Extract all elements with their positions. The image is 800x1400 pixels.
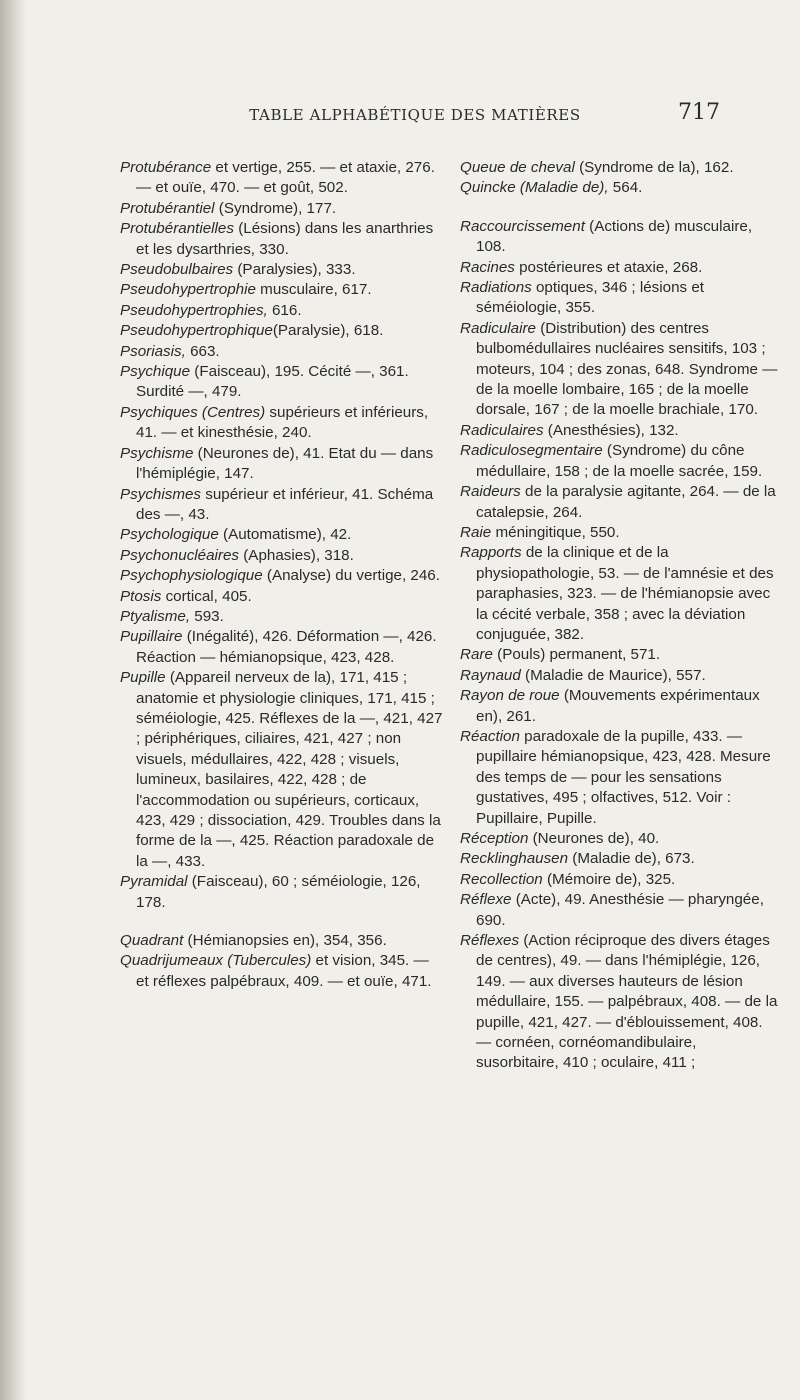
- index-term: Pseudohypertrophique: [120, 322, 273, 340]
- index-entry: [120, 260, 445, 280]
- index-entry: [120, 321, 445, 341]
- index-entry: [460, 178, 778, 198]
- index-references: (Hémianopsies en), 354, 356.: [183, 932, 387, 950]
- index-entry: [120, 280, 445, 300]
- index-term: Pseudohypertrophies,: [120, 301, 268, 319]
- index-references: postérieures et ataxie, 268.: [514, 258, 703, 276]
- index-references: (Neurones de), 40.: [528, 830, 660, 847]
- page-header: [110, 100, 720, 140]
- index-term: Psychophysiologique: [120, 567, 263, 585]
- index-references: (Syndrome de la), 162.: [574, 159, 734, 176]
- index-entry: [460, 482, 778, 523]
- index-term: Quadrant: [120, 932, 184, 950]
- index-term: Psychisme: [120, 444, 194, 462]
- index-term: Radiculaires: [460, 421, 544, 439]
- index-term: Psychique: [120, 363, 191, 381]
- index-references: (Pouls) permanent, 571.: [492, 646, 661, 664]
- index-entry: [120, 668, 445, 872]
- index-entry: [460, 278, 778, 319]
- index-entry: [460, 441, 778, 482]
- index-references: (Anesthésies), 132.: [543, 421, 679, 439]
- index-entry: [460, 421, 778, 441]
- index-references: (Paralysie), 618.: [272, 322, 384, 340]
- index-references: (Aphasies), 318.: [239, 546, 354, 564]
- index-entry: [120, 403, 445, 444]
- index-term: Ptosis: [120, 587, 162, 605]
- index-references: musculaire, 617.: [255, 281, 372, 299]
- index-references: (Faisceau), 195. Cécité —, 361. Surdité —, 479.: [136, 363, 409, 401]
- index-term: Recollection: [460, 870, 543, 888]
- index-references: (Syndrome) du cône médullaire, 158 ; de la moelle sacrée, 159.: [476, 442, 763, 480]
- index-term: Protubérantiel: [120, 199, 215, 217]
- index-references: méningitique, 550.: [491, 523, 620, 541]
- index-entry: [460, 319, 778, 421]
- page-spine-shadow: [0, 0, 26, 1400]
- index-references: (Maladie de Maurice), 557.: [520, 666, 706, 684]
- index-term: Réflexes: [460, 932, 520, 950]
- index-entry: [460, 158, 778, 178]
- index-term: Pupille: [120, 669, 166, 687]
- index-term: Recklinghausen: [460, 850, 569, 868]
- index-entry: [460, 870, 778, 890]
- index-entry: [120, 525, 445, 545]
- index-references: cortical, 405.: [161, 587, 252, 605]
- index-term: Psychologique: [120, 526, 219, 544]
- index-entry: [120, 219, 445, 260]
- index-references: (Syndrome), 177.: [214, 199, 337, 217]
- index-entry: [460, 829, 778, 849]
- index-entry: [460, 931, 778, 1074]
- index-entry: [460, 645, 778, 665]
- index-references: (Maladie de), 673.: [568, 850, 695, 868]
- index-entry: [120, 362, 445, 403]
- index-references: (Analyse) du vertige, 246.: [262, 567, 440, 585]
- index-references: et vision, 345. — et réflexes palpébraux, 409. — et ouïe, 471.: [136, 952, 432, 990]
- index-references: de la paralysie agitante, 264. — de la catalepsie, 264.: [476, 483, 776, 521]
- index-term: Protubérantielles: [120, 220, 234, 238]
- index-term: Raie: [460, 523, 492, 541]
- index-entry: [120, 199, 445, 219]
- index-term: Psychismes: [120, 485, 202, 503]
- index-entry: [120, 627, 445, 668]
- index-entry: [460, 258, 778, 278]
- index-term: Pseudobulbaires: [120, 261, 234, 279]
- page-number: 717: [678, 100, 720, 125]
- index-entry: [120, 342, 445, 362]
- index-entry: [120, 872, 445, 913]
- index-references: et vertige, 255. — et ataxie, 276. — et ouïe, 470. — et goût, 502.: [136, 159, 435, 197]
- index-references: (Acte), 49. Anesthésie — pharyngée, 690.: [476, 891, 764, 929]
- index-term: Rapports: [460, 544, 522, 562]
- left-column: [120, 158, 445, 992]
- index-references: supérieur et inférieur, 41. Schéma des —, 43.: [136, 485, 434, 523]
- index-references: optiques, 346 ; lésions et séméiologie, 355.: [476, 279, 705, 317]
- index-entry: [120, 301, 445, 321]
- index-references: (Mouvements expérimentaux en), 261.: [476, 687, 760, 725]
- index-term: Quadrijumeaux (Tubercules): [120, 952, 312, 970]
- index-references: (Automatisme), 42.: [218, 526, 352, 544]
- index-term: Réflexe: [460, 891, 512, 909]
- index-term: Radiations: [460, 279, 532, 297]
- index-references: 616.: [267, 301, 302, 319]
- index-entry: [460, 543, 778, 645]
- index-references: (Paralysies), 333.: [233, 261, 356, 279]
- index-term: Racines: [460, 258, 515, 276]
- index-entry: [120, 951, 445, 992]
- index-entry: [460, 686, 778, 727]
- index-entry: [460, 727, 778, 829]
- index-entry: [460, 523, 778, 543]
- index-term: Réaction: [460, 727, 520, 745]
- index-term: Radiculaire: [460, 319, 536, 337]
- index-term: Réception: [460, 830, 529, 847]
- index-references: (Distribution) des centres bulbomédullaires nucléaires sensitifs, 103 ; moteurs, 104 ; des zonas, 648. Syndrome — de la moelle lombaire, 165 ; de la moelle dorsale, 167 ; de la moelle brachiale, 170.: [476, 319, 778, 419]
- index-term: Psychiques (Centres): [120, 403, 266, 421]
- index-entry: [120, 931, 445, 951]
- index-entry: [120, 587, 445, 607]
- index-entry: [120, 485, 445, 526]
- index-term: Queue de cheval: [460, 159, 575, 176]
- index-references: (Actions de) musculaire, 108.: [476, 217, 753, 256]
- index-term: Rayon de roue: [460, 687, 560, 705]
- index-references: supérieurs et inférieurs, 41. — et kinesthésie, 240.: [136, 403, 429, 442]
- index-entry: [460, 890, 778, 931]
- index-references: (Neurones de), 41. Etat du — dans l'hémiplégie, 147.: [136, 444, 434, 483]
- index-entry: [460, 849, 778, 869]
- index-references: (Appareil nerveux de la), 171, 415 ; anatomie et physiologie cliniques, 171, 415 ; séméiologie, 425. Réflexes de la —, 421, 427 ; périphériques, ciliaires, 421, 427 ; non visuels, médullaires, 422, 428 ; visuels, lumineux, basilaires, 422, 428 ; de l'accommodation ou supérieurs, corticaux, 423, 429 ; dissociation, 429. Troubles dans la forme de la —, 425. Réaction paradoxale de la —, 433.: [136, 669, 443, 870]
- index-term: Raynaud: [460, 666, 521, 684]
- index-references: (Mémoire de), 325.: [542, 870, 676, 888]
- index-references: (Lésions) dans les anarthries et les dysarthries, 330.: [136, 220, 434, 258]
- index-entry: [120, 607, 445, 627]
- index-references: 564.: [608, 179, 643, 197]
- index-term: Rare: [460, 646, 493, 664]
- index-entry: [120, 444, 445, 485]
- index-term: Psoriasis,: [120, 342, 186, 360]
- index-term: Raccourcissement: [460, 217, 585, 235]
- index-entry: [460, 217, 778, 258]
- running-title: TABLE ALPHABÉTIQUE DES MATIÈRES: [249, 106, 581, 124]
- index-references: 593.: [190, 607, 224, 625]
- index-references: (Faisceau), 60 ; séméiologie, 126, 178.: [136, 873, 421, 911]
- index-term: Ptyalisme,: [120, 607, 191, 625]
- index-references: (Action réciproque des divers étages de centres), 49. — dans l'hémiplégie, 126, 149. — aux diverses hauteurs de lésion médullaire, 155. — palpébraux, 408. — de la pupille, 421, 427. — d'éblouissement, 408. — cornéen, cornéomandibulaire, susorbitaire, 410 ; oculaire, 411 ;: [476, 932, 778, 1072]
- index-references: 663.: [185, 342, 220, 360]
- index-term: Protubérance: [120, 159, 212, 176]
- index-references: (Inégalité), 426. Déformation —, 426. Réaction — hémianopsique, 423, 428.: [136, 628, 437, 666]
- index-entry: [120, 566, 445, 586]
- index-entry: [120, 158, 445, 199]
- index-term: Pupillaire: [120, 628, 183, 646]
- index-term: Psychonucléaires: [120, 546, 240, 564]
- index-term: Radiculosegmentaire: [460, 442, 603, 460]
- index-term: Quincke (Maladie de),: [460, 179, 609, 197]
- index-references: paradoxale de la pupille, 433. — pupillaire hémianopsique, 423, 428. Mesure des temps de — pour les sensations gustatives, 495 ; olfactives, 512. Voir : Pupillaire, Pupille.: [476, 727, 771, 827]
- index-term: Raideurs: [460, 483, 521, 501]
- right-column: [460, 158, 778, 1074]
- index-term: Pyramidal: [120, 873, 188, 891]
- index-term: Pseudohypertrophie: [120, 281, 256, 299]
- index-references: de la clinique et de la physiopathologie, 53. — de l'amnésie et des paraphasies, 323. — de l'hémianopsie avec la cécité verbale, 358 ; avec la déviation conjuguée, 382.: [476, 544, 774, 643]
- index-entry: [120, 546, 445, 566]
- index-entry: [460, 666, 778, 686]
